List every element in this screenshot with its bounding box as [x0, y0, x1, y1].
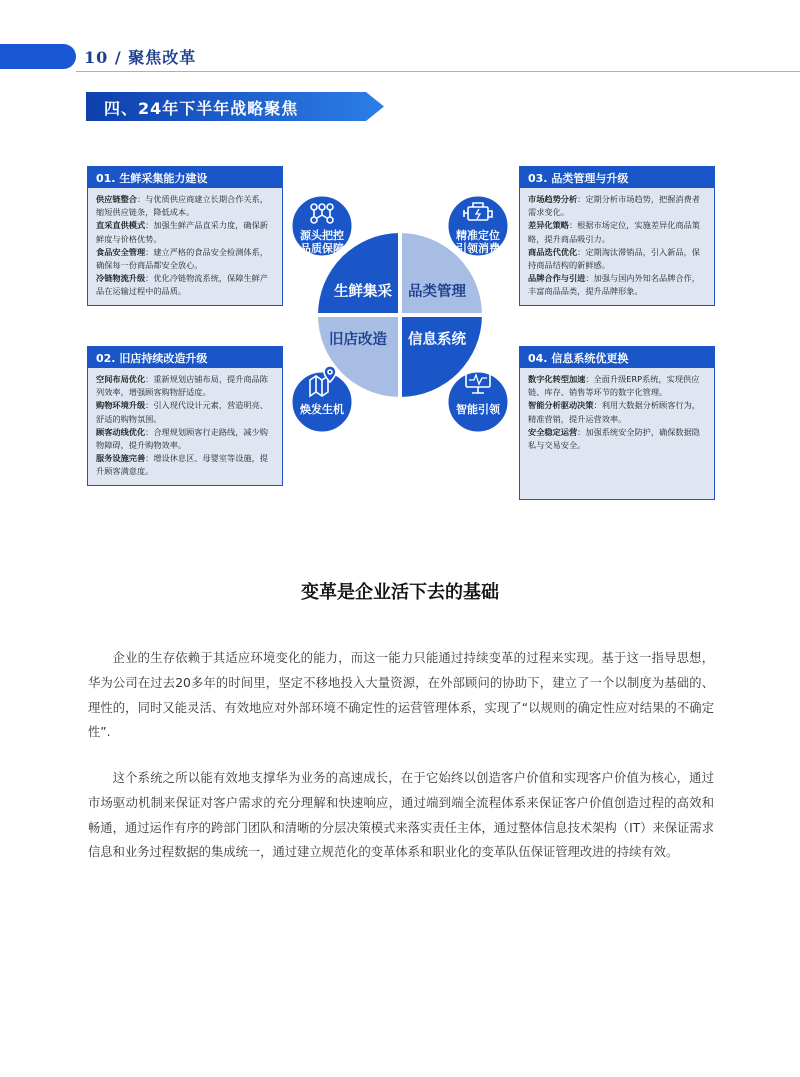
- card-title: 03. 品类管理与升级: [519, 166, 715, 188]
- card-category-management: [519, 166, 715, 306]
- card-title: 04. 信息系统优更换: [519, 346, 715, 368]
- card-item: 市场趋势分析：定期分析市场趋势，把握消费者需求变化。: [528, 194, 700, 218]
- page-label: 10 / 聚焦改革: [84, 48, 197, 67]
- card-body: [519, 368, 715, 500]
- card-item: 差异化策略：根据市场定位，实施差异化商品策略，提升商品吸引力。: [528, 220, 700, 244]
- badge-label-revitalize: 焕发生机: [300, 403, 344, 416]
- card-item: 食品安全管理：建立严格的食品安全检测体系，确保每一份商品都安全放心。: [96, 246, 268, 271]
- card-item: 冷链物流升级：优化冷链物流系统，保障生鲜产品在运输过程中的品质。: [96, 273, 268, 297]
- card-item: 直采直供模式：加强生鲜产品直采力度，确保新鲜度与价格优势。: [96, 220, 268, 244]
- card-item: 购物环境升级：引入现代设计元素，营造明亮、舒适的购物氛围。: [96, 400, 268, 424]
- quadrant-label-category: 品类管理: [408, 284, 466, 300]
- badge-label-source: 源头把控 品质保障: [300, 229, 344, 255]
- section-title: 四、24年下半年战略聚焦: [104, 99, 299, 118]
- card-item: 数字化转型加速：全面升级ERP系统，实现供应链、库存、销售等环节的数字化管理。: [528, 374, 700, 398]
- card-item: 供应链整合：与优质供应商建立长期合作关系，缩短供应链条，降低成本。: [96, 194, 268, 218]
- card-item: 顾客动线优化：合理规划顾客行走路线，减少购物障碍，提升购物效率。: [96, 426, 268, 451]
- header-tab-marker: [0, 44, 76, 69]
- card-item: 服务设施完善：增设休息区、母婴室等设施，提升顾客满意度。: [96, 453, 268, 477]
- card-body: [87, 368, 283, 486]
- badge-label-positioning: 精准定位 引领消费: [456, 229, 500, 255]
- quadrant-label-fresh: 生鲜集采: [334, 284, 392, 300]
- article-paragraph: 这个系统之所以能有效地支撑华为业务的高速成长，在于它始终以创造客户价值和实现客户价值为核心，通过市场驱动机制来保证对客户需求的充分理解和快速响应，通过端到端全流程体系来保证客户价值创造过程的高效和畅通，通过运作有序的跨部门团队和清晰的分层决策模式来落实责任主体，通过整体信息技术架构（IT）来保证需求信息和业务过程数据的集成统一，通过建立规范化的变革体系和职业化的变革队伍保证管理改进的持续有效。: [88, 771, 714, 860]
- card-title: 01. 生鲜采集能力建设: [87, 166, 283, 188]
- quadrant-label-renovation: 旧店改造: [329, 332, 387, 348]
- card-item: 智能分析驱动决策：利用大数据分析顾客行为，精准营销，提升运营效率。: [528, 400, 700, 424]
- badge-label-smart: 智能引领: [456, 403, 500, 416]
- card-title: 02. 旧店持续改造升级: [87, 346, 283, 368]
- quadrant-label-info: 信息系统: [408, 332, 466, 348]
- article-paragraph: 企业的生存依赖于其适应环境变化的能力，而这一能力只能通过持续变革的过程来实现。基于这一指导思想，华为公司在过去20多年的时间里，坚定不移地投入大量资源，在外部顾问的协助下，建立了一个以制度为基础的、理性的，同时又能灵活、有效地应对外部环境不确定性的运营管理体系，实现了“以规则的确定性应对结果的不确定性”.: [88, 651, 714, 740]
- header-divider: [76, 71, 800, 72]
- card-item: 安全稳定运营：加强系统安全防护，确保数据隐私与交易安全。: [528, 426, 700, 451]
- card-fresh-procurement: [87, 166, 283, 306]
- card-item: 商品迭代优化：定期淘汰滞销品，引入新品，保持商品结构的新鲜感。: [528, 246, 700, 271]
- card-store-renovation: [87, 346, 283, 486]
- article-title: 变革是企业活下去的基础: [301, 582, 499, 603]
- card-item: 空间布局优化：重新规划店铺布局，提升商品陈列效率，增强顾客购物舒适度。: [96, 374, 268, 398]
- card-body: [519, 188, 715, 306]
- card-information-system: [519, 346, 715, 500]
- card-body: [87, 188, 283, 306]
- card-item: 品牌合作与引进：加强与国内外知名品牌合作，丰富商品品类，提升品牌形象。: [528, 273, 700, 297]
